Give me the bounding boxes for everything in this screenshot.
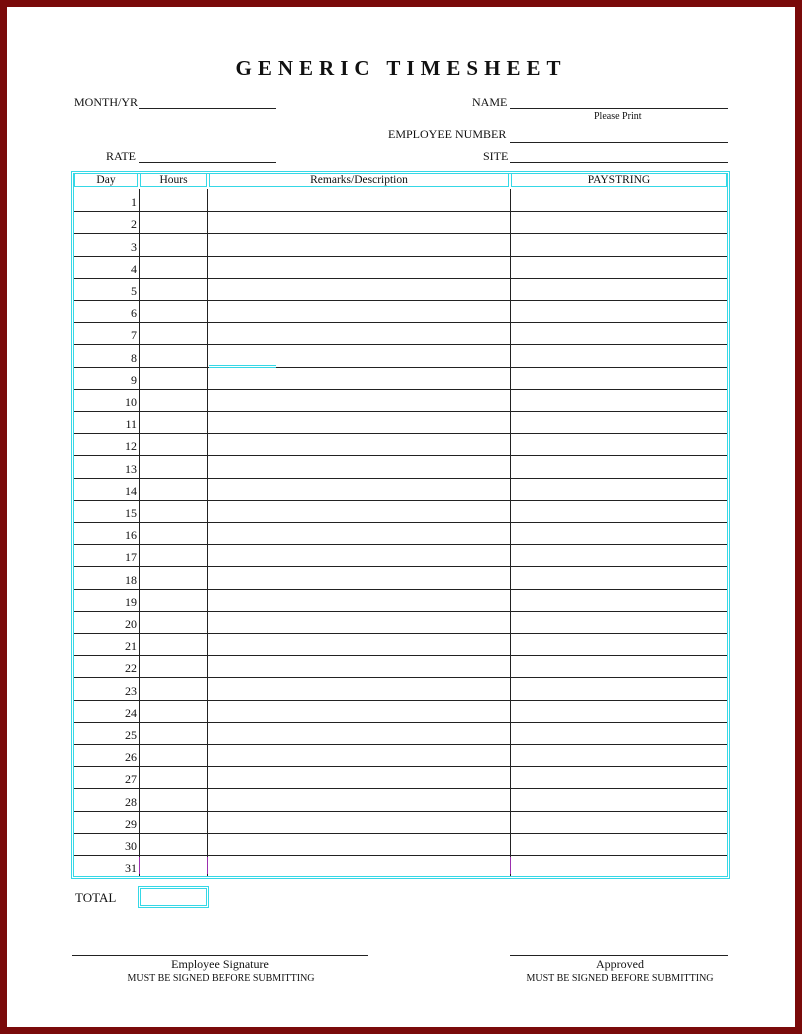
employee-number-label: EMPLOYEE NUMBER [388,127,507,141]
row-divider [74,344,727,345]
day-number: 31 [125,861,137,876]
name-label: NAME [472,95,508,109]
day-number: 13 [125,461,137,476]
name-field[interactable] [510,108,728,109]
cell-highlight-mark [209,365,276,368]
day-number: 4 [131,261,137,276]
row-divider [74,256,727,257]
total-hours-field[interactable] [138,886,209,908]
day-number: 5 [131,284,137,298]
total-label: TOTAL [75,890,117,905]
row-divider [74,655,727,656]
row-31-mark [207,857,208,874]
day-number: 10 [125,395,137,409]
day-number: 1 [131,195,137,210]
approved-note: MUST BE SIGNED BEFORE SUBMITTING [526,973,714,984]
approved-label: Approved [596,957,644,971]
day-number: 14 [125,483,137,498]
day-number: 27 [125,772,137,787]
row-divider [74,522,727,523]
employee-signature-label: Employee Signature [171,957,269,971]
employee-signature-line[interactable] [72,955,368,956]
page-title: GENERIC TIMESHEET [235,56,567,80]
day-number: 21 [125,639,137,654]
row-divider [74,433,727,434]
day-number: 18 [125,572,137,587]
column-divider [207,189,208,876]
row-divider [74,411,727,412]
header-remarks: Remarks/Description [209,173,509,187]
row-divider [74,611,727,612]
row-divider [74,811,727,812]
row-divider [74,455,727,456]
row-divider [74,478,727,479]
row-divider [74,322,727,323]
day-number: 20 [125,617,137,631]
row-divider [74,855,727,856]
day-number: 29 [125,816,137,831]
day-number: 19 [125,594,137,609]
row-31-mark [139,857,140,874]
row-divider [74,367,727,368]
employee-signature-note: MUST BE SIGNED BEFORE SUBMITTING [127,973,315,984]
row-divider [74,744,727,745]
day-number: 6 [131,306,137,321]
approved-signature-line[interactable] [510,955,728,956]
day-number: 9 [131,372,137,387]
row-divider [74,677,727,678]
row-divider [74,788,727,789]
day-number: 11 [125,417,137,432]
day-number: 17 [125,550,137,565]
row-divider [74,544,727,545]
day-number: 2 [131,217,137,232]
row-divider [74,833,727,834]
day-number: 8 [131,350,137,365]
rate-label: RATE [106,149,136,163]
row-divider [74,722,727,723]
day-number: 12 [125,439,137,454]
column-divider [139,189,140,876]
row-divider [74,300,727,301]
rate-field[interactable] [139,162,276,163]
day-number: 25 [125,728,137,742]
row-divider [74,566,727,567]
row-divider [74,233,727,234]
day-number: 24 [125,705,137,720]
row-divider [74,700,727,701]
row-divider [74,211,727,212]
day-number: 22 [125,661,137,676]
header-paystring: PAYSTRING [511,173,727,187]
day-number: 15 [125,506,137,520]
row-divider [74,766,727,767]
row-divider [74,278,727,279]
row-31-mark [510,857,511,874]
month-yr-field[interactable] [139,108,276,109]
day-number: 26 [125,750,137,765]
row-divider [74,389,727,390]
header-day: Day [74,173,138,187]
day-number: 3 [131,239,137,254]
day-number: 28 [125,794,137,809]
day-number: 23 [125,683,137,698]
row-divider [74,589,727,590]
day-number: 30 [125,839,137,853]
employee-number-field[interactable] [510,142,728,143]
day-number: 16 [125,528,137,543]
row-divider [74,633,727,634]
month-yr-label: MONTH/YR [74,95,139,109]
column-divider [510,189,511,876]
row-divider [74,500,727,501]
site-field[interactable] [510,162,728,163]
please-print-note: Please Print [594,111,642,122]
header-hours: Hours [140,173,207,187]
day-number: 7 [131,328,137,343]
site-label: SITE [483,149,509,163]
